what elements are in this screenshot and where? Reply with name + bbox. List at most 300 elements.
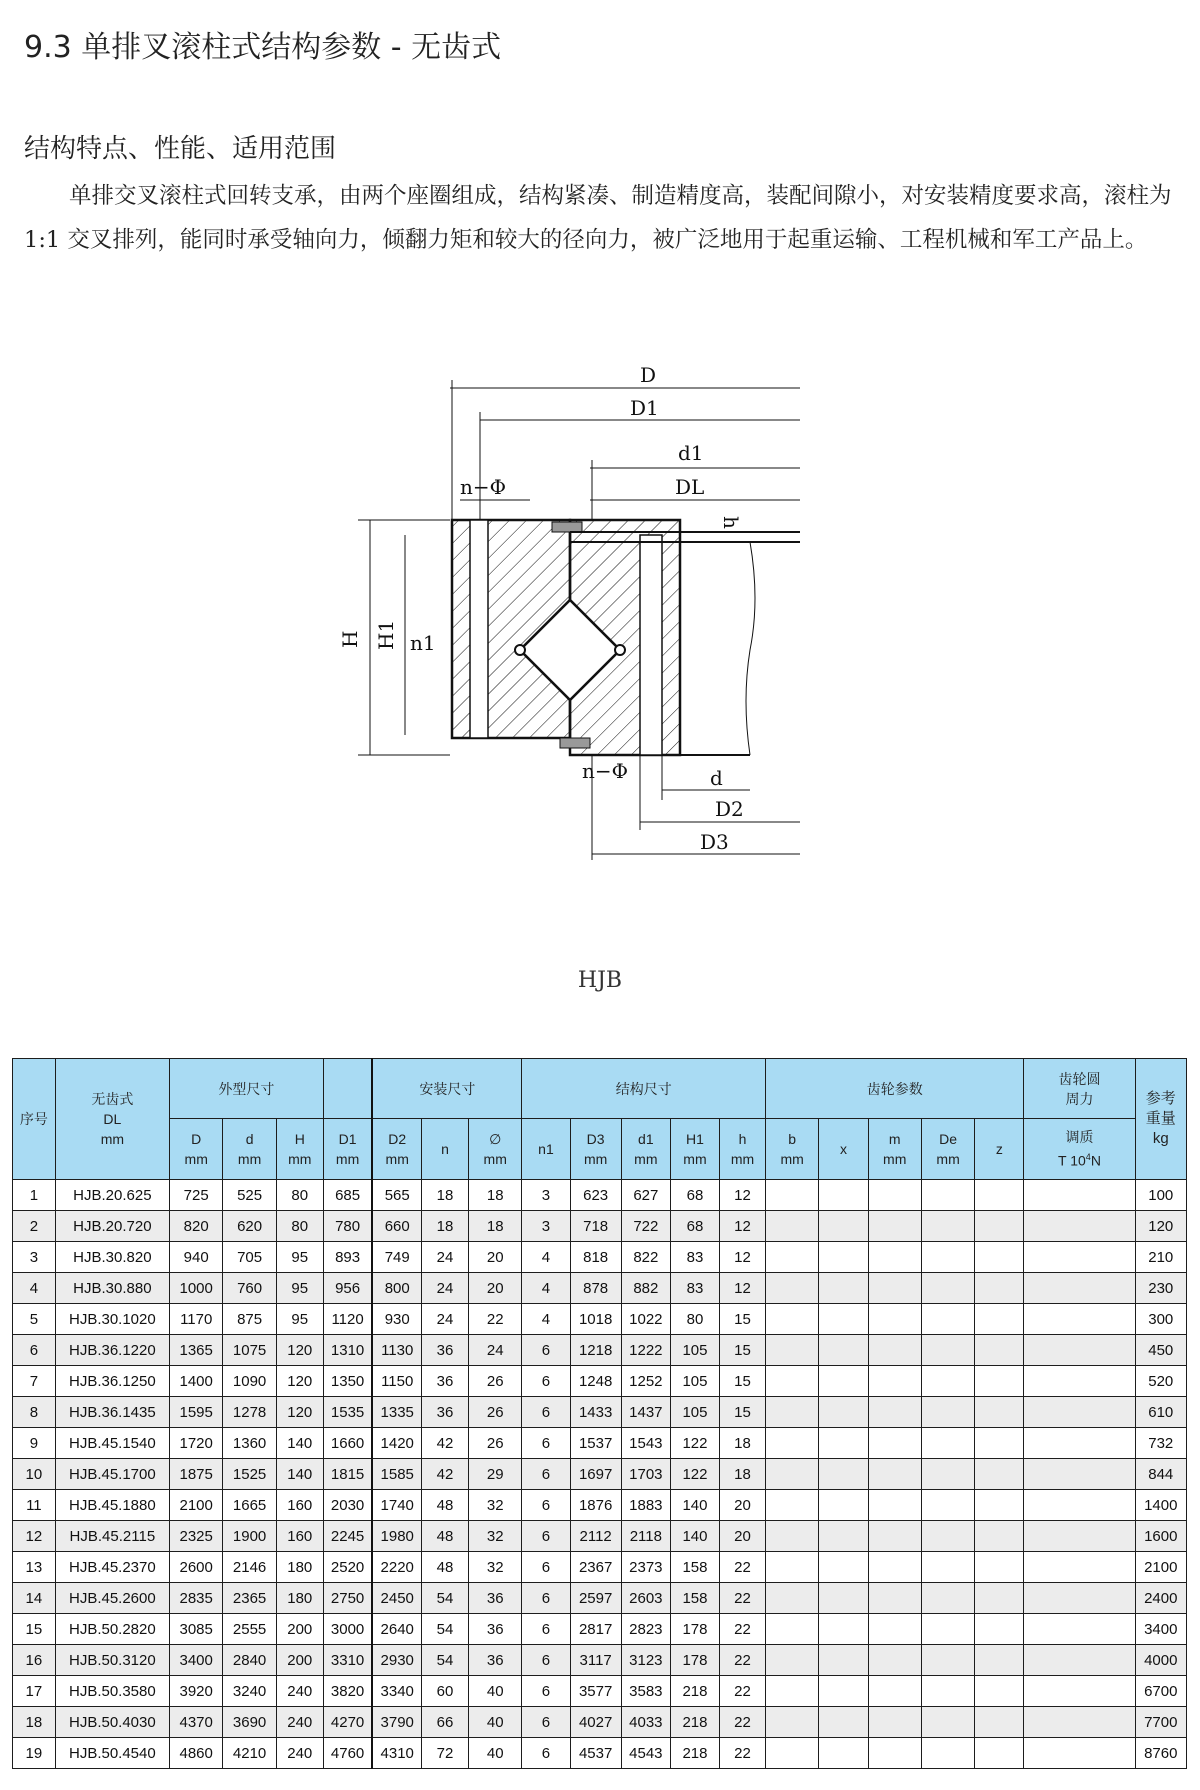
th-col-tq — [1024, 1119, 1135, 1180]
table-cell: 1815 — [323, 1459, 372, 1490]
table-cell — [1024, 1366, 1135, 1397]
th-gear: 齿轮参数 — [765, 1059, 1023, 1119]
table-cell: 4 — [522, 1273, 570, 1304]
table-cell: 36 — [469, 1645, 522, 1676]
table-cell: 120 — [1135, 1211, 1186, 1242]
table-cell: 20 — [469, 1242, 522, 1273]
table-cell: 26 — [469, 1366, 522, 1397]
table-cell: 1875 — [170, 1459, 223, 1490]
description-paragraph — [24, 174, 1194, 262]
th-model-unit: mm — [100, 1131, 125, 1147]
table-cell: 48 — [422, 1490, 469, 1521]
table-cell: 3400 — [1135, 1614, 1186, 1645]
table-cell: 4 — [522, 1304, 570, 1335]
table-cell — [975, 1552, 1024, 1583]
table-cell — [975, 1273, 1024, 1304]
table-cell — [819, 1459, 868, 1490]
table-cell: 32 — [469, 1552, 522, 1583]
table-cell: 178 — [670, 1614, 719, 1645]
th-outer-blank — [323, 1059, 372, 1119]
table-cell: 48 — [422, 1552, 469, 1583]
table-cell: 1595 — [170, 1397, 223, 1428]
table-cell: 80 — [276, 1211, 323, 1242]
table-cell: 3920 — [170, 1676, 223, 1707]
th-col-D2 — [372, 1119, 421, 1180]
table-cell: HJB.45.1880 — [55, 1490, 169, 1521]
table-cell: 2603 — [621, 1583, 670, 1614]
table-cell: 18 — [469, 1211, 522, 1242]
table-cell: HJB.20.720 — [55, 1211, 169, 1242]
table-cell: 2245 — [323, 1521, 372, 1552]
table-cell: 1090 — [223, 1366, 276, 1397]
table-cell: 80 — [276, 1180, 323, 1211]
table-cell: 83 — [670, 1273, 719, 1304]
table-cell: 732 — [1135, 1428, 1186, 1459]
table-cell: 525 — [223, 1180, 276, 1211]
table-cell: 718 — [570, 1211, 621, 1242]
table-cell: 1022 — [621, 1304, 670, 1335]
th-col-m-label: m — [888, 1131, 901, 1147]
table-cell: 122 — [670, 1428, 719, 1459]
table-cell: 8 — [13, 1397, 56, 1428]
table-cell — [868, 1459, 921, 1490]
table-cell: 2450 — [372, 1583, 421, 1614]
table-cell: 1252 — [621, 1366, 670, 1397]
table-cell: 1665 — [223, 1490, 276, 1521]
label-n-phi-top: n−Φ — [460, 475, 507, 499]
table-cell: 4270 — [323, 1707, 372, 1738]
table-cell: 105 — [670, 1397, 719, 1428]
table-cell: 6 — [522, 1707, 570, 1738]
table-cell — [921, 1738, 974, 1769]
table-cell — [1024, 1707, 1135, 1738]
table-cell: 14 — [13, 1583, 56, 1614]
table-cell: 60 — [422, 1676, 469, 1707]
table-cell: 1248 — [570, 1366, 621, 1397]
table-cell: HJB.45.1700 — [55, 1459, 169, 1490]
table-cell: 2930 — [372, 1645, 421, 1676]
table-cell — [921, 1335, 974, 1366]
table-cell — [765, 1211, 818, 1242]
table-cell — [765, 1583, 818, 1614]
table-cell: 120 — [276, 1366, 323, 1397]
table-cell: 48 — [422, 1521, 469, 1552]
table-cell: 3 — [522, 1180, 570, 1211]
th-weight — [1135, 1059, 1186, 1180]
table-cell: 1525 — [223, 1459, 276, 1490]
table-cell — [921, 1397, 974, 1428]
table-row — [13, 1397, 1187, 1428]
table-cell: 2555 — [223, 1614, 276, 1645]
table-cell — [868, 1521, 921, 1552]
table-cell — [819, 1428, 868, 1459]
th-force — [1024, 1059, 1135, 1119]
table-cell — [921, 1304, 974, 1335]
th-col-x: x — [819, 1119, 868, 1180]
table-cell: 4543 — [621, 1738, 670, 1769]
table-cell — [765, 1738, 818, 1769]
table-cell — [819, 1242, 868, 1273]
table-cell — [975, 1428, 1024, 1459]
table-cell: HJB.20.625 — [55, 1180, 169, 1211]
table-cell: HJB.36.1250 — [55, 1366, 169, 1397]
th-col-tq-unit: N — [1090, 1152, 1101, 1169]
table-cell — [975, 1490, 1024, 1521]
th-col-H-label: H — [294, 1131, 305, 1147]
table-cell: 218 — [670, 1676, 719, 1707]
table-cell: 6 — [522, 1676, 570, 1707]
th-col-b-unit: mm — [780, 1151, 804, 1167]
table-cell: 1720 — [170, 1428, 223, 1459]
th-col-d-unit: mm — [237, 1151, 262, 1167]
table-cell: 105 — [670, 1366, 719, 1397]
table-row — [13, 1552, 1187, 1583]
table-cell — [975, 1211, 1024, 1242]
table-cell: 160 — [276, 1521, 323, 1552]
table-cell — [765, 1428, 818, 1459]
table-cell: 18 — [469, 1180, 522, 1211]
table-cell — [868, 1211, 921, 1242]
table-cell — [868, 1738, 921, 1769]
table-cell: 13 — [13, 1552, 56, 1583]
table-cell: 2365 — [223, 1583, 276, 1614]
table-cell: 3085 — [170, 1614, 223, 1645]
table-cell — [975, 1707, 1024, 1738]
table-cell: 2367 — [570, 1552, 621, 1583]
th-col-H1-label: H1 — [686, 1131, 704, 1147]
table-cell: 2325 — [170, 1521, 223, 1552]
th-col-D1-unit: mm — [335, 1151, 360, 1167]
table-cell — [975, 1676, 1024, 1707]
table-cell: 844 — [1135, 1459, 1186, 1490]
th-col-H — [276, 1119, 323, 1180]
table-cell: 2220 — [372, 1552, 421, 1583]
table-cell — [975, 1521, 1024, 1552]
table-cell: 218 — [670, 1707, 719, 1738]
th-col-h — [720, 1119, 766, 1180]
table-row — [13, 1242, 1187, 1273]
th-col-D3-label: D3 — [586, 1131, 605, 1147]
table-cell — [975, 1583, 1024, 1614]
table-cell: 18 — [422, 1211, 469, 1242]
table-cell: HJB.30.1020 — [55, 1304, 169, 1335]
th-col-phi-unit: mm — [483, 1151, 507, 1167]
table-row — [13, 1676, 1187, 1707]
table-cell — [975, 1335, 1024, 1366]
table-cell: 240 — [276, 1676, 323, 1707]
table-cell — [975, 1304, 1024, 1335]
table-cell: 4370 — [170, 1707, 223, 1738]
table-cell: 140 — [276, 1428, 323, 1459]
table-cell: 11 — [13, 1490, 56, 1521]
th-col-D — [170, 1119, 223, 1180]
label-h: h — [719, 516, 743, 529]
table-cell: 2373 — [621, 1552, 670, 1583]
table-cell: 705 — [223, 1242, 276, 1273]
label-H1: H1 — [374, 619, 398, 650]
table-cell: 1883 — [621, 1490, 670, 1521]
table-cell: HJB.50.3120 — [55, 1645, 169, 1676]
table-cell: 36 — [422, 1397, 469, 1428]
table-row — [13, 1273, 1187, 1304]
th-col-phi — [469, 1119, 522, 1180]
table-row — [13, 1707, 1187, 1738]
table-cell: 2840 — [223, 1645, 276, 1676]
table-cell — [868, 1397, 921, 1428]
table-cell — [1024, 1428, 1135, 1459]
table-cell: HJB.45.1540 — [55, 1428, 169, 1459]
th-col-phi-label: ∅ — [489, 1131, 502, 1147]
table-cell — [921, 1676, 974, 1707]
th-col-D3 — [570, 1119, 621, 1180]
table-cell: 2100 — [170, 1490, 223, 1521]
table-cell: 1278 — [223, 1397, 276, 1428]
table-cell — [1024, 1490, 1135, 1521]
table-cell — [819, 1366, 868, 1397]
table-cell: 140 — [670, 1490, 719, 1521]
table-cell: 20 — [469, 1273, 522, 1304]
page-title: 9.3 单排叉滚柱式结构参数 - 无齿式 — [24, 30, 502, 65]
table-cell: 1335 — [372, 1397, 421, 1428]
table-cell — [1024, 1459, 1135, 1490]
table-cell: 1420 — [372, 1428, 421, 1459]
table-cell — [1024, 1304, 1135, 1335]
table-cell: 1543 — [621, 1428, 670, 1459]
table-cell: 180 — [276, 1552, 323, 1583]
table-cell: 1150 — [372, 1366, 421, 1397]
table-cell: 1900 — [223, 1521, 276, 1552]
table-cell — [819, 1211, 868, 1242]
table-cell — [868, 1335, 921, 1366]
table-cell: 6 — [522, 1428, 570, 1459]
table-cell — [1024, 1552, 1135, 1583]
table-cell: 956 — [323, 1273, 372, 1304]
table-cell: 749 — [372, 1242, 421, 1273]
table-cell — [765, 1676, 818, 1707]
table-cell: 17 — [13, 1676, 56, 1707]
table-cell: 1585 — [372, 1459, 421, 1490]
th-force-l2: 周力 — [1065, 1090, 1094, 1107]
table-cell — [819, 1583, 868, 1614]
table-cell: 29 — [469, 1459, 522, 1490]
table-cell: 100 — [1135, 1180, 1186, 1211]
table-cell: 24 — [422, 1273, 469, 1304]
table-cell: 2400 — [1135, 1583, 1186, 1614]
table-cell — [868, 1676, 921, 1707]
table-cell: 875 — [223, 1304, 276, 1335]
table-cell: 3400 — [170, 1645, 223, 1676]
table-cell: 3 — [13, 1242, 56, 1273]
table-cell — [975, 1180, 1024, 1211]
table-cell: 6 — [522, 1459, 570, 1490]
table-cell: 6 — [522, 1521, 570, 1552]
table-cell: 1660 — [323, 1428, 372, 1459]
table-cell: HJB.30.820 — [55, 1242, 169, 1273]
table-cell: 4000 — [1135, 1645, 1186, 1676]
table-cell: 2750 — [323, 1583, 372, 1614]
table-cell: 12 — [13, 1521, 56, 1552]
table-cell: 818 — [570, 1242, 621, 1273]
th-col-n: n — [422, 1119, 469, 1180]
table-cell — [765, 1304, 818, 1335]
table-cell: 4 — [13, 1273, 56, 1304]
table-cell: 3577 — [570, 1676, 621, 1707]
table-cell: 4210 — [223, 1738, 276, 1769]
table-cell — [819, 1335, 868, 1366]
label-D2: D2 — [715, 797, 744, 821]
table-cell: 1360 — [223, 1428, 276, 1459]
table-cell — [921, 1273, 974, 1304]
table-cell: 1980 — [372, 1521, 421, 1552]
table-cell — [819, 1707, 868, 1738]
table-cell — [1024, 1521, 1135, 1552]
table-cell: 36 — [422, 1335, 469, 1366]
th-col-tq-exp: 4 — [1085, 1152, 1091, 1163]
table-cell: 95 — [276, 1242, 323, 1273]
description-text: 单排交叉滚柱式回转支承，由两个座圈组成，结构紧凑、制造精度高，装配间隙小，对安装精度要求高，滚柱为 1:1 交叉排列，能同时承受轴向力，倾翻力矩和较大的径向力，被广泛地用于起重运输、工程机械和军工产品上。 — [24, 183, 1172, 253]
table-cell — [1024, 1583, 1135, 1614]
table-cell: 8760 — [1135, 1738, 1186, 1769]
table-cell: 122 — [670, 1459, 719, 1490]
table-cell — [1024, 1738, 1135, 1769]
table-row — [13, 1490, 1187, 1521]
th-col-H1-unit: mm — [683, 1151, 707, 1167]
th-col-b-label: b — [788, 1131, 797, 1147]
table-cell: 15 — [720, 1335, 766, 1366]
spec-table — [12, 1058, 1187, 1769]
table-cell: 158 — [670, 1552, 719, 1583]
table-cell: 6 — [522, 1490, 570, 1521]
table-cell: 18 — [13, 1707, 56, 1738]
table-cell — [868, 1242, 921, 1273]
table-cell — [921, 1521, 974, 1552]
table-cell: 565 — [372, 1180, 421, 1211]
table-cell: 1437 — [621, 1397, 670, 1428]
table-cell: 820 — [170, 1211, 223, 1242]
table-cell: 1170 — [170, 1304, 223, 1335]
table-cell: 4027 — [570, 1707, 621, 1738]
table-cell: 19 — [13, 1738, 56, 1769]
th-col-D2-unit: mm — [385, 1151, 409, 1167]
th-weight-unit: kg — [1152, 1130, 1169, 1147]
table-cell — [765, 1614, 818, 1645]
table-cell: 3240 — [223, 1676, 276, 1707]
table-cell: HJB.45.2370 — [55, 1552, 169, 1583]
table-cell: 36 — [422, 1366, 469, 1397]
table-cell: 1365 — [170, 1335, 223, 1366]
table-cell: 4 — [522, 1242, 570, 1273]
table-cell: 2112 — [570, 1521, 621, 1552]
table-cell: HJB.50.4030 — [55, 1707, 169, 1738]
th-col-De-label: De — [939, 1131, 958, 1147]
table-cell: 882 — [621, 1273, 670, 1304]
table-cell: 620 — [223, 1211, 276, 1242]
th-col-m-unit: mm — [883, 1151, 907, 1167]
table-cell — [1024, 1180, 1135, 1211]
table-cell: 210 — [1135, 1242, 1186, 1273]
table-cell — [868, 1273, 921, 1304]
table-cell: HJB.45.2115 — [55, 1521, 169, 1552]
table-cell: 42 — [422, 1459, 469, 1490]
table-cell: 18 — [720, 1459, 766, 1490]
table-cell: 685 — [323, 1180, 372, 1211]
th-col-h-unit: mm — [730, 1151, 755, 1167]
th-seq: 序号 — [13, 1059, 56, 1180]
table-cell: 3310 — [323, 1645, 372, 1676]
table-cell: 893 — [323, 1242, 372, 1273]
table-cell: HJB.36.1220 — [55, 1335, 169, 1366]
table-cell — [921, 1614, 974, 1645]
th-col-m — [868, 1119, 921, 1180]
table-cell — [765, 1273, 818, 1304]
table-cell — [765, 1521, 818, 1552]
table-cell — [1024, 1397, 1135, 1428]
table-cell: 240 — [276, 1738, 323, 1769]
th-col-D1 — [323, 1119, 372, 1180]
table-cell: 3117 — [570, 1645, 621, 1676]
table-cell: 1433 — [570, 1397, 621, 1428]
table-cell — [1024, 1335, 1135, 1366]
table-cell — [921, 1490, 974, 1521]
table-cell: 54 — [422, 1583, 469, 1614]
table-cell: 1310 — [323, 1335, 372, 1366]
table-cell: 6 — [13, 1335, 56, 1366]
th-col-d — [223, 1119, 276, 1180]
table-cell — [819, 1552, 868, 1583]
th-force-l1: 齿轮圆 — [1058, 1070, 1101, 1087]
table-cell: 20 — [720, 1521, 766, 1552]
th-col-D-label: D — [191, 1131, 202, 1147]
table-cell: 6 — [522, 1397, 570, 1428]
th-col-H-unit: mm — [288, 1151, 312, 1167]
table-cell: 15 — [720, 1397, 766, 1428]
table-cell: 54 — [422, 1614, 469, 1645]
table-cell — [921, 1180, 974, 1211]
table-cell: 6 — [522, 1614, 570, 1645]
table-cell: 160 — [276, 1490, 323, 1521]
table-cell: 2600 — [170, 1552, 223, 1583]
table-cell — [765, 1490, 818, 1521]
th-col-D2-label: D2 — [388, 1131, 407, 1147]
table-cell: 22 — [720, 1614, 766, 1645]
table-cell: 2597 — [570, 1583, 621, 1614]
table-cell: 22 — [720, 1738, 766, 1769]
section-title: 结构特点、性能、适用范围 — [24, 134, 337, 164]
table-cell: 36 — [469, 1614, 522, 1645]
table-cell: 40 — [469, 1738, 522, 1769]
th-model — [55, 1059, 169, 1180]
table-cell: 1697 — [570, 1459, 621, 1490]
table-row — [13, 1583, 1187, 1614]
table-row — [13, 1211, 1187, 1242]
table-cell: 105 — [670, 1335, 719, 1366]
th-col-De-unit: mm — [936, 1151, 960, 1167]
table-cell: 83 — [670, 1242, 719, 1273]
table-cell: 760 — [223, 1273, 276, 1304]
table-row — [13, 1521, 1187, 1552]
table-row — [13, 1366, 1187, 1397]
table-row — [13, 1738, 1187, 1769]
table-cell: 32 — [469, 1490, 522, 1521]
table-cell: 2118 — [621, 1521, 670, 1552]
table-cell — [819, 1614, 868, 1645]
th-col-D-unit: mm — [184, 1151, 208, 1167]
table-cell: 7700 — [1135, 1707, 1186, 1738]
table-cell: 24 — [422, 1242, 469, 1273]
th-col-D3-unit: mm — [583, 1151, 608, 1167]
table-cell: 1740 — [372, 1490, 421, 1521]
th-model-name: 无齿式 — [91, 1091, 134, 1107]
